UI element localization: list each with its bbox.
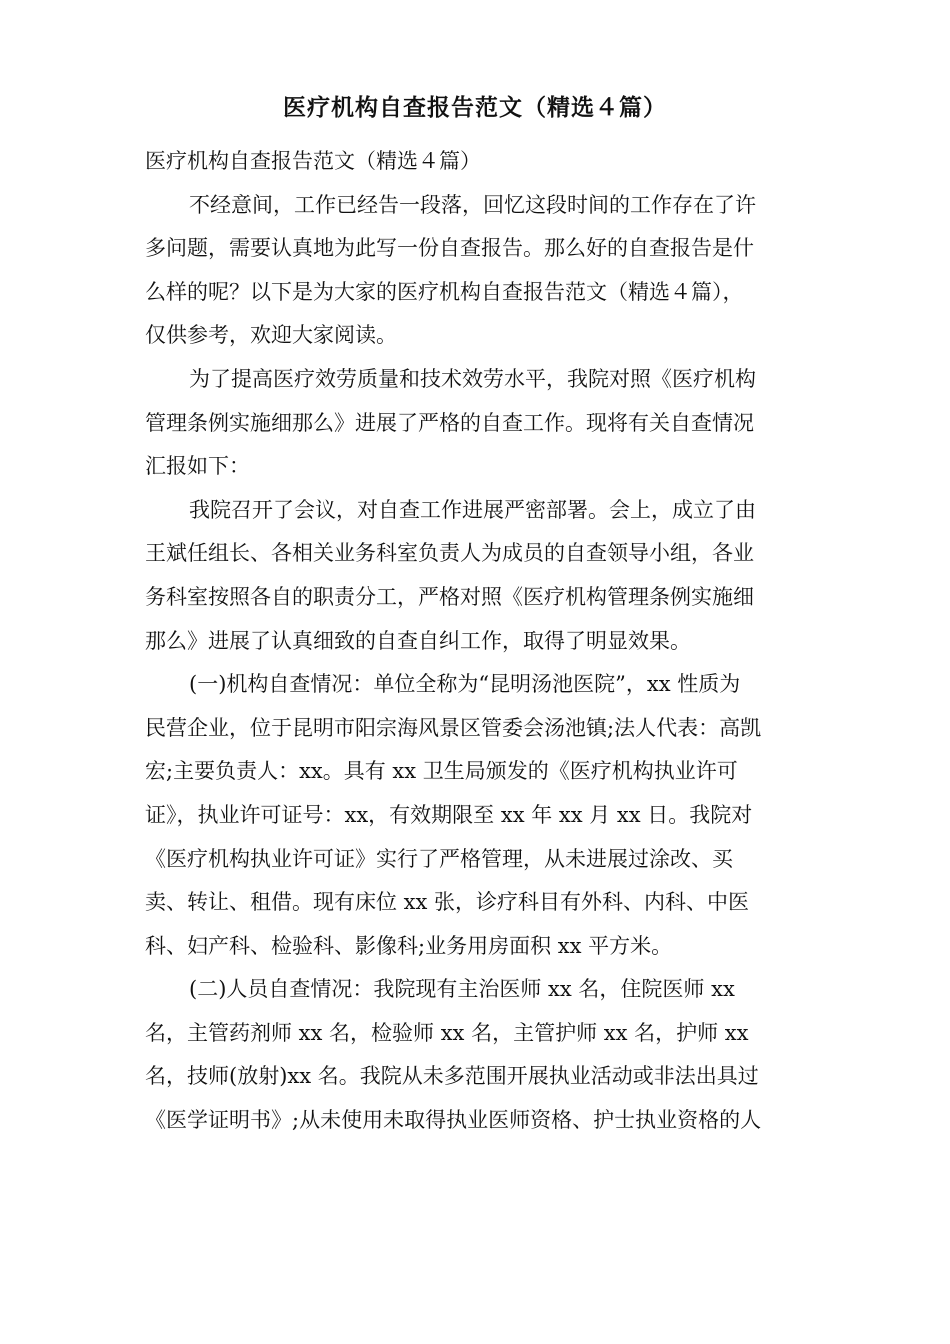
paragraph-line: 《医学证明书》;从未使用未取得执业医师资格、护士执业资格的人 bbox=[145, 1108, 762, 1133]
paragraph-intro bbox=[145, 184, 807, 358]
paragraph-line: 汇报如下： bbox=[145, 454, 250, 479]
paragraph-line: 《医疗机构执业许可证》实行了严格管理，从未进展过涂改、买 bbox=[145, 846, 733, 871]
paragraph-line: 多问题，需要认真地为此写一份自查报告。那么好的自查报告是什 bbox=[145, 236, 754, 261]
paragraph-line: (二)人员自查情况：我院现有主治医师 xx 名，住院医师 xx bbox=[189, 977, 735, 1002]
paragraph-line: 王斌任组长、各相关业务科室负责人为成员的自查领导小组，各业 bbox=[145, 541, 754, 566]
paragraph-line: 证》，执业许可证号：xx，有效期限至 xx 年 xx 月 xx 日。我院对 bbox=[145, 802, 753, 827]
paragraph-line: 名，技师(放射)xx 名。我院从未多范围开展执业活动或非法出具过 bbox=[145, 1064, 759, 1089]
paragraph-line: 为了提高医疗效劳质量和技术效劳水平，我院对照《医疗机构 bbox=[189, 366, 756, 391]
paragraph-line: 务科室按照各自的职责分工，严格对照《医疗机构管理条例实施细 bbox=[145, 584, 754, 609]
paragraph-line: 管理条例实施细那么》进展了严格的自查工作。现将有关自查情况 bbox=[145, 410, 754, 435]
paragraph-personnel-check bbox=[145, 968, 807, 1142]
paragraph-purpose bbox=[145, 358, 807, 489]
paragraph-line: 仅供参考，欢迎大家阅读。 bbox=[145, 323, 397, 348]
paragraph-line: 名，主管药剂师 xx 名，检验师 xx 名，主管护师 xx 名，护师 xx bbox=[145, 1020, 749, 1045]
paragraph-line: 那么》进展了认真细致的自查自纠工作，取得了明显效果。 bbox=[145, 628, 691, 653]
paragraph-line: 我院召开了会议，对自查工作进展严密部署。会上，成立了由 bbox=[189, 497, 756, 522]
document-subtitle: 医疗机构自查报告范文（精选４篇） bbox=[145, 149, 481, 173]
paragraph-line: (一)机构自查情况：单位全称为“昆明汤池医院”，xx 性质为 bbox=[189, 672, 741, 697]
paragraph-line: 卖、转让、租借。现有床位 xx 张，诊疗科目有外科、内科、中医 bbox=[145, 890, 750, 915]
paragraph-line: 民营企业，位于昆明市阳宗海风景区管委会汤池镇;法人代表：高凯 bbox=[145, 715, 762, 740]
document-title: 医疗机构自查报告范文（精选４篇） bbox=[283, 94, 667, 121]
paragraph-line: 么样的呢？以下是为大家的医疗机构自查报告范文（精选４篇）， bbox=[145, 279, 744, 304]
paragraph-line: 科、妇产科、检验科、影像科;业务用房面积 xx 平方米。 bbox=[145, 933, 673, 958]
paragraph-line: 不经意间，工作已经告一段落，回忆这段时间的工作存在了许 bbox=[189, 192, 756, 217]
document-body bbox=[145, 140, 807, 1143]
paragraph-meeting bbox=[145, 489, 807, 663]
paragraph-line: 宏;主要负责人：xx。具有 xx 卫生局颁发的《医疗机构执业许可 bbox=[145, 759, 738, 784]
paragraph-institution-check bbox=[145, 663, 807, 968]
